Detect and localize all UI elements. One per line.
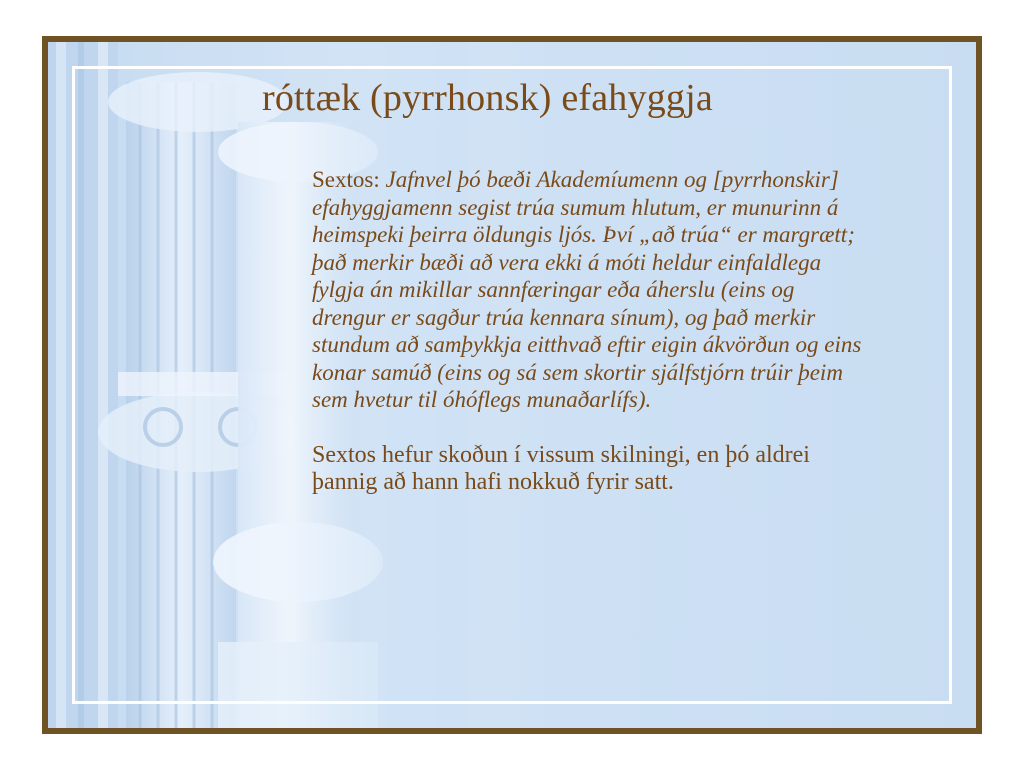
speaker-label: Sextos: — [312, 167, 386, 192]
slide-title: róttæk (pyrrhonsk) efahyggja — [262, 77, 713, 119]
quote-text: Jafnvel þó bæði Akademíumenn og [pyrrhonskir] efahyggjamenn segist trúa sumum hlutum, er munurinn á heimspeki þeirra öldungis ljós. Því „að trúa“ er margrætt; það merkir bæði að vera ekki á móti heldur einfaldlega fylgja án mikillar sannfæringar eða áherslu (eins og drengur er sagður trúa kennara sínum), og það merkir stundum að samþykkja eitthvað eftir eigin ákvörðun og eins konar samúð (eins og sá sem skortir sjálfstjórn trúir þeim sem hvetur til óhóflegs munaðarlífs). — [312, 167, 862, 412]
quote-paragraph — [312, 166, 872, 414]
summary-paragraph: Sextos hefur skoðun í vissum skilningi, en þó aldrei þannig að hann hafi nokkuð fyrir satt. — [312, 441, 810, 495]
slide-body — [312, 166, 872, 496]
